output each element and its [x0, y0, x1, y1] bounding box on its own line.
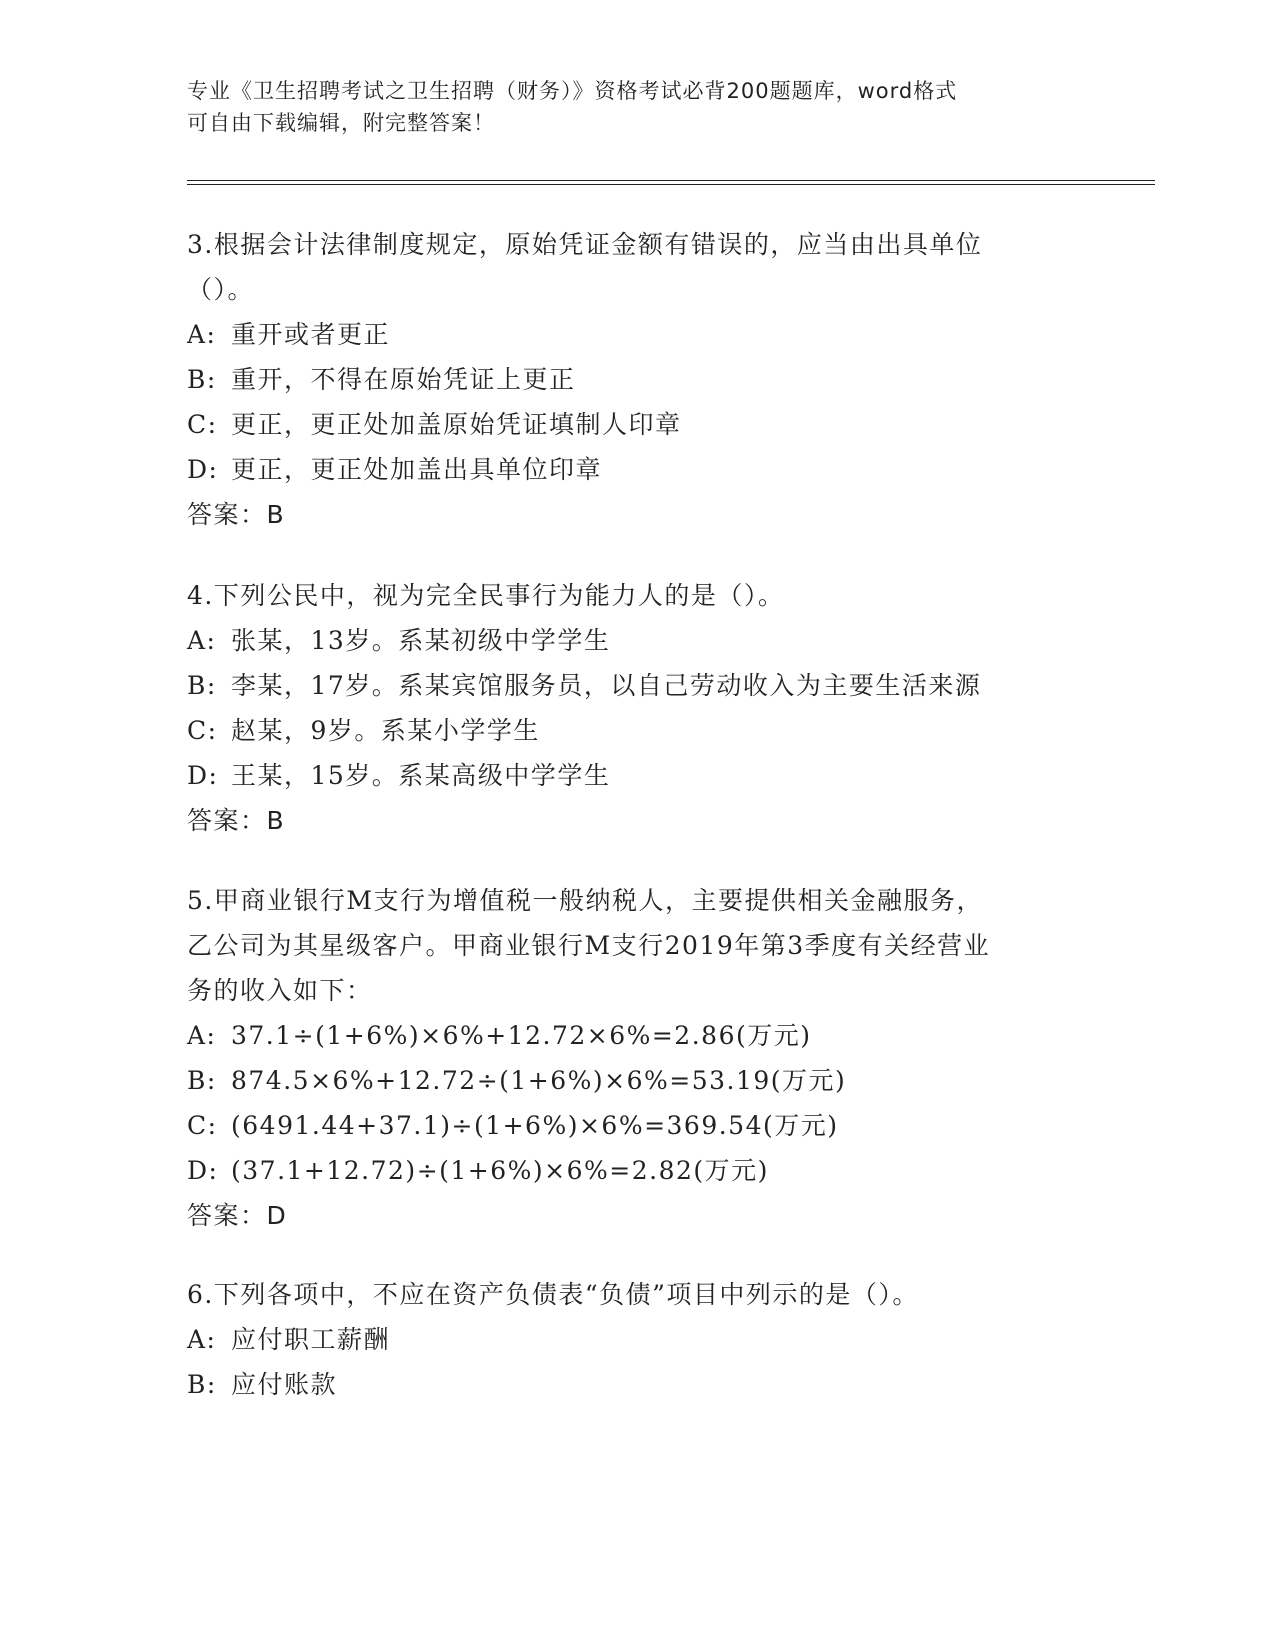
option-text: 李某，17岁。系某宾馆服务员，以自己劳动收入为主要生活来源 — [231, 671, 982, 700]
option-b — [187, 663, 1087, 708]
option-text: 更正，更正处加盖出具单位印章 — [231, 455, 603, 484]
option-label: C: — [187, 716, 218, 745]
option-text: 应付职工薪酬 — [231, 1325, 391, 1354]
option-d — [187, 753, 1087, 798]
option-d — [187, 1148, 1087, 1193]
question-stem-line: （）。 — [187, 275, 255, 304]
question-stem-line: 6.下列各项中，不应在资产负债表“负债”项目中列示的是（）。 — [187, 1280, 919, 1309]
option-a — [187, 312, 1087, 357]
option-text: 重开或者更正 — [231, 320, 391, 349]
question-stem-line: 4.下列公民中，视为完全民事行为能力人的是（）。 — [187, 581, 785, 610]
option-label: C: — [187, 410, 218, 439]
question-5 — [187, 878, 1087, 1238]
option-b — [187, 357, 1087, 402]
document-header — [187, 75, 1087, 139]
option-label: A: — [187, 320, 217, 349]
option-label: A: — [187, 1021, 217, 1050]
option-c — [187, 708, 1087, 753]
answer: 答案：B — [187, 806, 286, 835]
option-b — [187, 1362, 1087, 1407]
option-text: 重开，不得在原始凭证上更正 — [231, 365, 576, 394]
option-b — [187, 1058, 1087, 1103]
option-label: D: — [187, 1156, 219, 1185]
option-text: 应付账款 — [231, 1370, 338, 1399]
question-3 — [187, 222, 1087, 537]
header-line-2: 可自由下载编辑，附完整答案！ — [187, 111, 495, 135]
header-rule-bottom — [187, 184, 1155, 185]
option-d — [187, 447, 1087, 492]
question-6 — [187, 1272, 1087, 1407]
option-label: D: — [187, 455, 219, 484]
option-text: (6491.44+37.1)÷(1+6%)×6%=369.54(万元) — [231, 1111, 839, 1140]
option-a — [187, 1013, 1087, 1058]
option-c — [187, 1103, 1087, 1148]
option-label: B: — [187, 1066, 217, 1095]
answer: 答案：D — [187, 1201, 288, 1230]
option-c — [187, 402, 1087, 447]
option-a — [187, 1317, 1087, 1362]
question-stem-line: 3.根据会计法律制度规定，原始凭证金额有错误的，应当由出具单位 — [187, 230, 983, 259]
question-stem-line: 5.甲商业银行M支行为增值税一般纳税人，主要提供相关金融服务， — [187, 886, 983, 915]
option-text: 张某，13岁。系某初级中学学生 — [231, 626, 611, 655]
header-rule-top — [187, 180, 1155, 181]
option-label: B: — [187, 671, 217, 700]
option-label: C: — [187, 1111, 218, 1140]
question-4 — [187, 573, 1087, 843]
header-line-1: 专业《卫生招聘考试之卫生招聘（财务）》资格考试必背200题题库，word格式 — [187, 79, 958, 103]
question-stem-line: 乙公司为其星级客户。甲商业银行M支行2019年第3季度有关经营业 — [187, 931, 991, 960]
option-label: B: — [187, 1370, 217, 1399]
option-text: 赵某，9岁。系某小学学生 — [231, 716, 540, 745]
option-label: B: — [187, 365, 217, 394]
answer: 答案：B — [187, 500, 286, 529]
option-text: 更正，更正处加盖原始凭证填制人印章 — [231, 410, 682, 439]
option-a — [187, 618, 1087, 663]
option-label: A: — [187, 1325, 217, 1354]
option-text: (37.1+12.72)÷(1+6%)×6%=2.82(万元) — [231, 1156, 769, 1185]
option-label: D: — [187, 761, 219, 790]
option-label: A: — [187, 626, 217, 655]
question-stem-line: 务的收入如下： — [187, 976, 373, 1005]
option-text: 37.1÷(1+6%)×6%+12.72×6%=2.86(万元) — [231, 1021, 812, 1050]
option-text: 874.5×6%+12.72÷(1+6%)×6%=53.19(万元) — [231, 1066, 847, 1095]
option-text: 王某，15岁。系某高级中学学生 — [231, 761, 611, 790]
